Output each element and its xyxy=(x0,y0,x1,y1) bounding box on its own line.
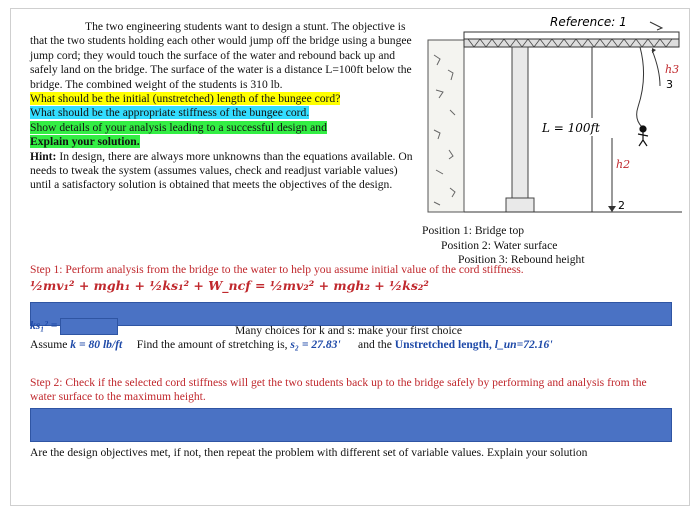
question-details: Show details of your analysis leading to a successful design and xyxy=(30,120,327,134)
unstretched-label: Unstretched length, xyxy=(394,338,492,351)
hint-text: In design, there are always more unknowns than the equations available. On needs to tweak the system (assumes values, check and readjust variable values) until a satisfactory solution is obtained that meets the objectives of the design. xyxy=(30,149,413,192)
pos1-caption: Position 1: Bridge top xyxy=(422,224,525,237)
bungee-diagram xyxy=(422,10,687,225)
h3-dimension-line xyxy=(652,50,660,86)
pillar-base xyxy=(506,198,534,212)
k-value: k = 80 lb/ft xyxy=(70,338,123,351)
step1-text: Step 1: Perform analysis from the bridge to the water to help you assume initial value of the cord stiffness. xyxy=(30,263,524,276)
h2-arrow-icon xyxy=(608,206,616,212)
pos2-caption: Position 2: Water surface xyxy=(441,239,558,252)
problem-statement xyxy=(30,20,415,193)
question-explain: Explain your solution. xyxy=(30,135,140,149)
l-label: L = 100ft xyxy=(542,121,600,135)
assumption-row xyxy=(30,338,690,351)
h3-arrow-icon xyxy=(652,48,656,53)
question-stiffness: What should be the appropriate stiffness of the bungee cord. xyxy=(30,106,310,120)
h2-label: h2 xyxy=(616,158,631,171)
bridge-pillar xyxy=(512,47,528,202)
question-length: What should be the initial (unstretched) length of the bungee cord? xyxy=(30,92,341,106)
ks-label: ks₁² = xyxy=(30,319,58,333)
bungee-cord xyxy=(637,47,644,127)
bungee-diagram-svg xyxy=(422,10,687,225)
bridge-deck xyxy=(464,32,679,39)
lun-value: l_un=72.16' xyxy=(494,338,553,351)
h3-label: h3 xyxy=(665,63,680,76)
jumper-icon xyxy=(638,126,648,146)
cliff-rock xyxy=(428,40,464,212)
final-question: Are the design objectives met, if not, then repeat the problem with different set of variable values. Explain your solution xyxy=(30,446,588,459)
ks-row xyxy=(30,318,462,337)
problem-intro: The two engineering students want to design a stunt. The objective is that the two students holding each other would jump off the bridge using a bungee jump cord; they would touch the surface of the water and rebound back up and safely land on the bridge. The surface of the water is a distance L=100ft below the bridge. The combined weight of the students is 310 lb. xyxy=(30,20,412,91)
pos3-label: 3 xyxy=(666,78,673,91)
energy-equation: ½mv₁² + mgh₁ + ½ks₁² + W_ncf = ½mv₂² + mgh₂ + ½ks₂² xyxy=(30,278,429,293)
assume-prefix: Assume xyxy=(30,338,68,351)
reference-arrow-icon xyxy=(650,22,662,30)
step2-text: Step 2: Check if the selected cord stiffness will get the two students back up to the bridge safely by performing and analysis from the water surface to the maximum height. xyxy=(30,376,647,404)
ks-answer-box[interactable] xyxy=(60,318,118,335)
answer-bar-step2[interactable] xyxy=(30,408,672,442)
reference-label: Reference: 1 xyxy=(550,15,627,29)
stretch-text: Find the amount of stretching is, xyxy=(136,338,288,351)
answer-bar-step1 xyxy=(30,302,672,326)
s2-value: s₂ = 27.83' xyxy=(290,338,341,351)
pos2-label: 2 xyxy=(618,199,625,212)
pos3-caption: Position 3: Rebound height xyxy=(458,253,585,266)
and-text: and the xyxy=(358,338,392,351)
hint-label: Hint: xyxy=(30,149,57,163)
choices-text: Many choices for k and s: make your first choice xyxy=(235,324,462,337)
